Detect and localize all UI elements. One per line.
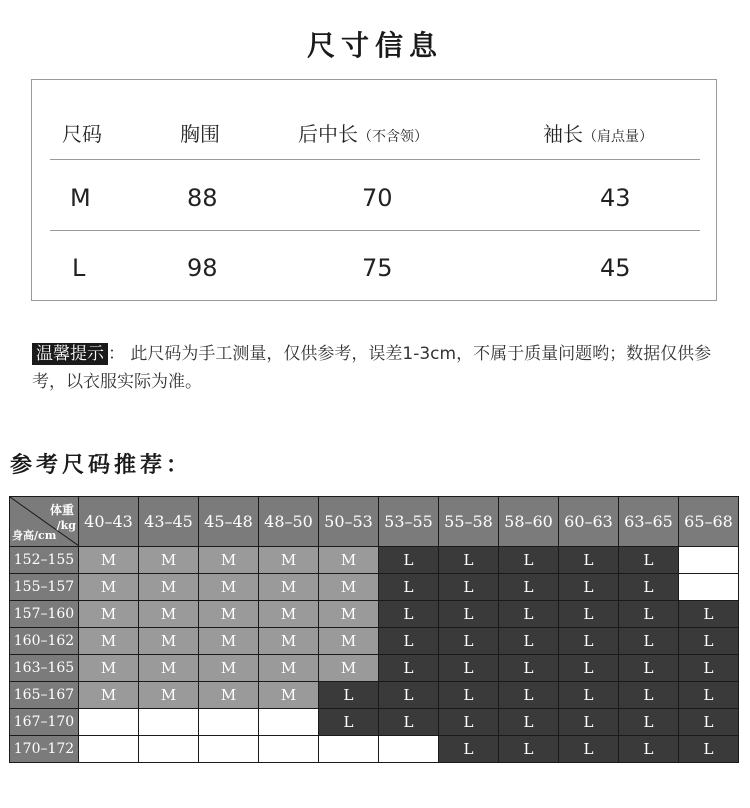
height-header: 170–172 xyxy=(10,736,79,763)
weight-header: 63–65 xyxy=(619,497,679,547)
size-recommendation-cell: M xyxy=(199,574,259,601)
size-recommendation-cell: L xyxy=(439,601,499,628)
size-recommendation-cell: L xyxy=(319,709,379,736)
corner-height-label: 身高/cm xyxy=(12,529,57,542)
size-recommendation-cell: L xyxy=(439,736,499,763)
height-header: 165–167 xyxy=(10,682,79,709)
size-recommendation-cell: L xyxy=(499,709,559,736)
size-recommendation-cell: L xyxy=(439,574,499,601)
size-recommendation-cell: M xyxy=(199,601,259,628)
weight-header: 48–50 xyxy=(259,497,319,547)
table-row xyxy=(10,709,739,736)
weight-header: 60–63 xyxy=(559,497,619,547)
size-recommendation-cell xyxy=(679,574,739,601)
table-row xyxy=(10,601,739,628)
height-header: 155–157 xyxy=(10,574,79,601)
size-recommendation-cell: M xyxy=(199,628,259,655)
size-recommendation-cell: M xyxy=(259,628,319,655)
size-recommendation-cell: M xyxy=(139,574,199,601)
size-recommendation-cell: L xyxy=(679,709,739,736)
table-row xyxy=(10,736,739,763)
recommend-title: 参考尺码推荐： xyxy=(10,452,193,478)
table-corner xyxy=(10,497,79,547)
size-recommendation-cell: M xyxy=(79,574,139,601)
size-cell: 43 xyxy=(600,184,631,212)
size-recommendation-cell xyxy=(79,709,139,736)
size-recommendation-cell: M xyxy=(199,655,259,682)
size-recommendation-cell xyxy=(139,709,199,736)
size-recommendation-cell: L xyxy=(679,736,739,763)
size-recommendation-cell: L xyxy=(559,574,619,601)
size-recommendation-cell: L xyxy=(559,547,619,574)
size-cell: 45 xyxy=(600,254,631,282)
size-header-back-length: 后中长（不含领） xyxy=(298,122,428,146)
size-recommendation-cell: M xyxy=(259,574,319,601)
size-recommendation-cell xyxy=(379,736,439,763)
size-recommendation-cell: L xyxy=(619,736,679,763)
size-recommendation-cell: L xyxy=(499,628,559,655)
size-recommendation-cell: M xyxy=(319,628,379,655)
size-recommendation-cell: M xyxy=(79,601,139,628)
size-recommendation-cell: M xyxy=(139,655,199,682)
size-recommendation-cell: M xyxy=(199,682,259,709)
size-header-chest: 胸围 xyxy=(180,122,220,146)
size-recommendation-cell: L xyxy=(439,547,499,574)
size-recommendation-cell: M xyxy=(79,547,139,574)
page-title: 尺寸信息 xyxy=(306,29,443,62)
size-recommendation-cell xyxy=(319,736,379,763)
size-recommendation-cell: L xyxy=(439,682,499,709)
height-header: 163–165 xyxy=(10,655,79,682)
table-row xyxy=(10,547,739,574)
weight-header: 55–58 xyxy=(439,497,499,547)
weight-header: 50–53 xyxy=(319,497,379,547)
size-recommendation-cell: L xyxy=(559,655,619,682)
size-recommendation-cell: L xyxy=(499,547,559,574)
size-recommendation-cell: M xyxy=(79,628,139,655)
size-info-table xyxy=(31,79,717,301)
size-recommendation-cell: M xyxy=(259,682,319,709)
size-recommendation-cell: L xyxy=(679,628,739,655)
height-header: 167–170 xyxy=(10,709,79,736)
size-recommendation-cell: M xyxy=(79,655,139,682)
size-recommendation-cell: L xyxy=(379,709,439,736)
size-recommendation-cell: L xyxy=(379,682,439,709)
size-recommendation-cell: M xyxy=(319,547,379,574)
size-recommendation-cell xyxy=(679,547,739,574)
size-recommendation-cell: M xyxy=(139,547,199,574)
size-recommendation-cell xyxy=(199,709,259,736)
divider xyxy=(50,159,700,160)
weight-header: 53–55 xyxy=(379,497,439,547)
weight-header: 43–45 xyxy=(139,497,199,547)
divider xyxy=(50,230,700,231)
size-recommendation-cell: M xyxy=(259,547,319,574)
size-recommendation-cell: M xyxy=(259,655,319,682)
table-row xyxy=(10,574,739,601)
size-header-size: 尺码 xyxy=(62,122,102,146)
size-cell: M xyxy=(70,184,91,212)
size-recommendation-cell: L xyxy=(559,709,619,736)
size-recommendation-cell: L xyxy=(559,736,619,763)
corner-weight-label: 体重 xyxy=(49,503,74,517)
weight-header: 45–48 xyxy=(199,497,259,547)
size-cell: 75 xyxy=(362,254,393,282)
size-recommendation-cell: M xyxy=(319,601,379,628)
size-recommendation-cell: L xyxy=(559,682,619,709)
size-recommendation-cell: L xyxy=(619,601,679,628)
size-recommendation-cell: M xyxy=(259,601,319,628)
size-recommendation-cell: M xyxy=(139,682,199,709)
table-row xyxy=(10,655,739,682)
size-recommendation-cell: L xyxy=(679,601,739,628)
weight-header: 58–60 xyxy=(499,497,559,547)
size-recommendation-cell: L xyxy=(379,628,439,655)
size-recommendation-cell: L xyxy=(679,655,739,682)
size-recommendation-cell: M xyxy=(139,628,199,655)
size-recommendation-cell: L xyxy=(619,682,679,709)
size-recommendation-cell: L xyxy=(499,655,559,682)
size-recommendation-cell xyxy=(79,736,139,763)
size-recommendation-table xyxy=(9,496,739,763)
size-recommendation-cell: L xyxy=(559,628,619,655)
size-recommendation-cell: M xyxy=(79,682,139,709)
weight-header: 65–68 xyxy=(679,497,739,547)
size-recommendation-cell: L xyxy=(379,655,439,682)
size-recommendation-cell: L xyxy=(619,628,679,655)
size-recommendation-cell: L xyxy=(379,601,439,628)
height-header: 157–160 xyxy=(10,601,79,628)
size-recommendation-cell: L xyxy=(619,547,679,574)
notice xyxy=(32,340,742,396)
size-recommendation-cell xyxy=(139,736,199,763)
table-row xyxy=(10,628,739,655)
size-recommendation-cell: L xyxy=(499,682,559,709)
notice-text: ： 此尺码为手工测量，仅供参考，误差1-3cm，不属于质量问题哟；数据仅供参考，以衣服实际为准。 xyxy=(32,344,712,392)
size-recommendation-cell: L xyxy=(379,574,439,601)
size-recommendation-cell: M xyxy=(319,655,379,682)
size-cell: L xyxy=(72,254,86,282)
size-recommendation-cell: L xyxy=(499,574,559,601)
size-recommendation-cell xyxy=(259,736,319,763)
height-header: 152–155 xyxy=(10,547,79,574)
size-recommendation-cell: L xyxy=(619,709,679,736)
corner-weight-unit: /kg xyxy=(56,519,76,532)
size-recommendation-cell xyxy=(199,736,259,763)
size-recommendation-cell: L xyxy=(439,709,499,736)
size-recommendation-cell: L xyxy=(439,655,499,682)
height-header: 160–162 xyxy=(10,628,79,655)
size-recommendation-cell xyxy=(259,709,319,736)
notice-label: 温馨提示 xyxy=(32,343,108,365)
size-recommendation-cell: L xyxy=(499,736,559,763)
table-row xyxy=(10,682,739,709)
size-cell: 98 xyxy=(187,254,218,282)
size-recommendation-cell: L xyxy=(619,574,679,601)
size-recommendation-cell: M xyxy=(199,547,259,574)
size-recommendation-cell: L xyxy=(439,628,499,655)
size-recommendation-cell: L xyxy=(499,601,559,628)
size-recommendation-cell: L xyxy=(379,547,439,574)
size-recommendation-cell: L xyxy=(679,682,739,709)
size-recommendation-cell: M xyxy=(319,574,379,601)
weight-header: 40–43 xyxy=(79,497,139,547)
size-cell: 88 xyxy=(187,184,218,212)
size-cell: 70 xyxy=(362,184,393,212)
size-recommendation-cell: M xyxy=(139,601,199,628)
size-recommendation-cell: L xyxy=(619,655,679,682)
size-recommendation-cell: L xyxy=(559,601,619,628)
size-header-sleeve: 袖长（肩点量） xyxy=(543,122,653,146)
size-recommendation-cell: L xyxy=(319,682,379,709)
